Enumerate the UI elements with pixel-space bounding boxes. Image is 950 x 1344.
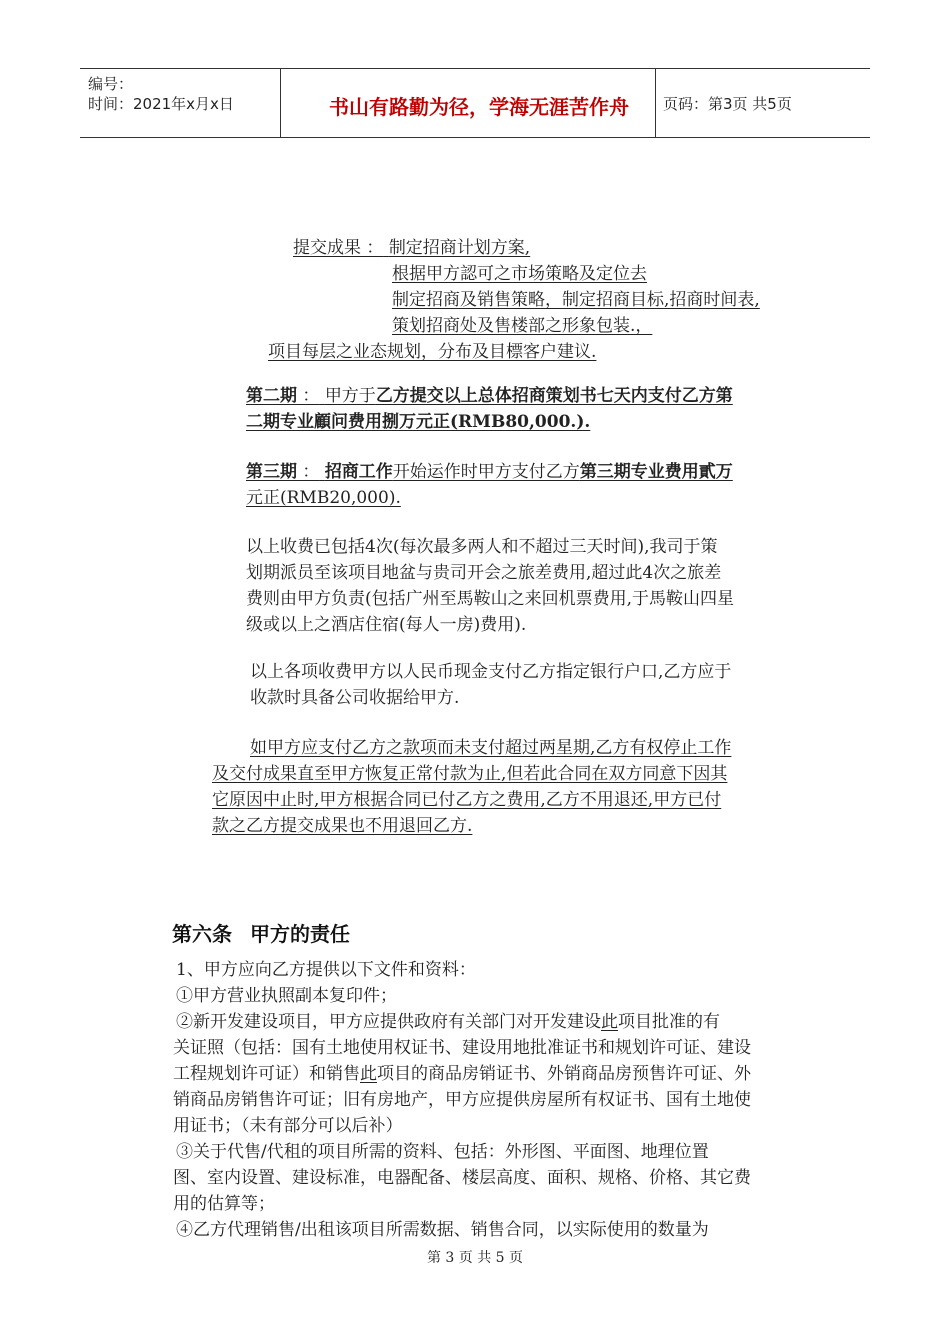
deliverables-item: 制定招商及销售策略，制定招商目标,招商时间表,: [392, 290, 760, 310]
overdue-line: 及交付成果直至甲方恢复正常付款为止,但若此合同在双方同意下因其: [212, 764, 728, 784]
deliverables-item: 制定招商计划方案,: [388, 238, 531, 258]
list-item-text: 此: [360, 1064, 377, 1084]
travel-line: 费则由甲方负责(包括广州至馬鞍山之来回机票费用,于馬鞍山四星: [246, 589, 735, 609]
list-item: ③关于代售/代租的项目所需的资料、包括：外形图、平面图、地理位置: [176, 1142, 709, 1162]
header-meta: [88, 74, 234, 114]
phase3-bold-text: 第三期专业费用貳万: [579, 462, 733, 482]
list-item-text: 此: [601, 1012, 618, 1032]
header-page-number: 页码：第3页 共5页: [663, 95, 792, 113]
deliverables-label: 提交成果 ：: [293, 238, 384, 258]
list-item: [176, 1010, 720, 1034]
list-item: ①甲方营业执照副本复印件；: [176, 986, 397, 1006]
header-motto: 书山有路勤为径，学海无涯苦作舟: [329, 95, 629, 119]
phase3-line2: 元正(RMB20,000).: [246, 488, 401, 508]
list-item-text: 工程规划许可证）和销售: [173, 1064, 360, 1084]
list-item-text: 项目的商品房销证书、外销商品房预售许可证、外: [377, 1064, 751, 1084]
list-item: ④乙方代理销售/出租该项目所需数据、销售合同，以实际使用的数量为: [176, 1220, 709, 1240]
page-footer: 第 3 页 共 5 页: [426, 1250, 524, 1266]
list-item-cont: 用证书；（未有部分可以后补）: [173, 1116, 403, 1136]
payment-line: 以上各项收费甲方以人民币现金支付乙方指定银行户口,乙方应于: [250, 662, 732, 682]
phase2-text: 甲方于: [324, 386, 376, 406]
deliverables-item: 根据甲方認可之市场策略及定位去: [392, 264, 647, 284]
article-heading: [172, 918, 350, 947]
document-date: 时间：2021年x月x日: [88, 95, 234, 113]
payment-line: 收款时具备公司收据给甲方.: [250, 688, 460, 708]
phase3-colon: ：: [297, 462, 320, 482]
phase3-text: 开始运作时甲方支付乙方: [392, 462, 580, 482]
list-item-text: ②新开发建设项目，甲方应提供政府有关部门对开发建设: [176, 1012, 601, 1032]
page-header: [80, 68, 870, 138]
list-item-cont: 销商品房销售许可证；旧有房地产，甲方应提供房屋所有权证书、国有土地使: [173, 1090, 751, 1110]
phase2-line2: 二期专业顧问费用捌万元正(RMB80,000.).: [246, 412, 591, 432]
list-item-cont: 图、室内设置、建设标准，电器配备、楼层高度、面积、规格、价格、其它费: [173, 1168, 751, 1188]
phase2-label: 第二期: [246, 386, 297, 406]
list-item-cont: [173, 1062, 751, 1086]
phase2-bold-text: 乙方提交以上总体招商策划书七天内支付乙方第: [375, 386, 733, 406]
overdue-line: 款之乙方提交成果也不用退回乙方.: [212, 816, 473, 836]
overdue-line: 它原因中止时,甲方根据合同已付乙方之费用,乙方不用退还,甲方已付: [212, 790, 722, 810]
list-item-cont: 关证照（包括：国有土地使用权证书、建设用地批准证书和规划许可证、建设: [173, 1038, 751, 1058]
overdue-line: 如甲方应支付乙方之款项而未支付超过两星期,乙方有权停止工作: [250, 738, 732, 758]
deliverables-item: 策划招商处及售楼部之形象包装.，: [392, 316, 653, 336]
floor-plan-line: 项目每层之业态规划，分布及目標客户建议.: [268, 342, 597, 362]
document-number-label: 编号：: [88, 75, 134, 93]
phase3-label: 第三期: [246, 462, 297, 482]
list-item-text: 项目批准的有: [618, 1012, 720, 1032]
article-intro: 1、甲方应向乙方提供以下文件和资料：: [176, 960, 476, 980]
article-title: 甲方的责任: [250, 922, 350, 946]
phase2-line1: [246, 384, 733, 408]
header-divider: [280, 69, 281, 137]
deliverables-line: [293, 236, 530, 260]
phase3-bold-text: 招商工作: [324, 462, 393, 482]
list-item-cont: 用的估算等；: [173, 1194, 275, 1214]
phase3-line1: [246, 460, 733, 484]
travel-line: 级或以上之酒店住宿(每人一房)费用).: [246, 615, 527, 635]
article-number: 第六条: [172, 922, 232, 946]
phase2-colon: ：: [297, 386, 320, 406]
travel-line: 以上收费已包括4次(每次最多两人和不超过三天时间),我司于策: [246, 537, 718, 557]
travel-line: 划期派员至该项目地盆与贵司开会之旅差费用,超过此4次之旅差: [246, 563, 722, 583]
